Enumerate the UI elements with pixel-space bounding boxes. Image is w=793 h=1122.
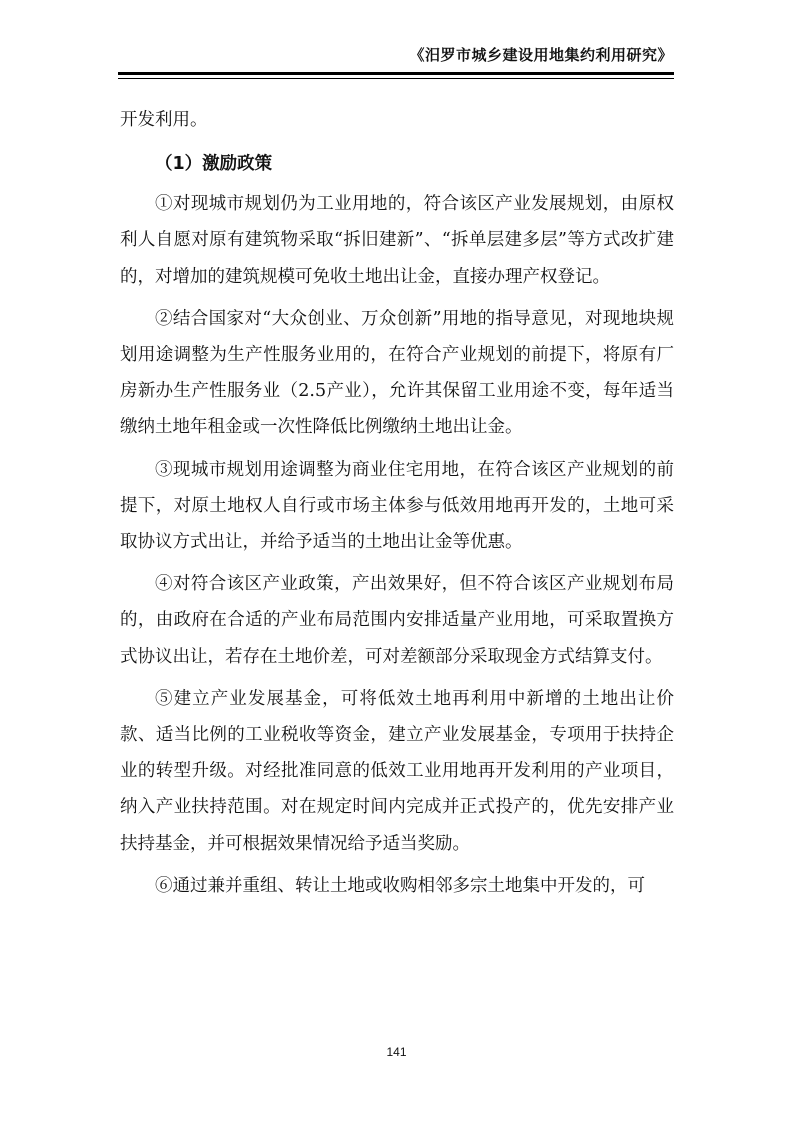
section-heading: （1）激励政策 xyxy=(155,154,273,175)
header-rule-thick xyxy=(118,72,674,75)
paragraph-3: ③现城市规划用途调整为商业住宅用地，在符合该区产业规划的前提下，对原土地权人自行或市场主体参与低效用地再开发的，土地可采取协议方式出让，并给予适当的土地出让金等优惠。 xyxy=(120,459,674,553)
document-body xyxy=(120,102,674,904)
paragraph-5: ⑤建立产业发展基金，可将低效土地再利用中新增的土地出让价款、适当比例的工业税收等资金，建立产业发展基金，专项用于扶持企业的转型升级。对经批准同意的低效工业用地再开发利用的产业项目，纳入产业扶持范围。对在规定时间内完成并正式投产的，优先安排产业扶持基金，并可根据效果情况给予适当奖励。 xyxy=(120,688,674,854)
running-header: 《汨罗市城乡建设用地集约利用研究》 xyxy=(409,46,673,64)
paragraph-1: ①对现城市规划仍为工业用地的，符合该区产业发展规划，由原权利人自愿对原有建筑物采取“拆旧建新”、“拆单层建多层”等方式改扩建的，对增加的建筑规模可免收土地出让金，直接办理产权登记。 xyxy=(120,194,674,287)
intro-line: 开发利用。 xyxy=(120,110,208,130)
paragraph-2: ②结合国家对“大众创业、万众创新”用地的指导意见，对现地块规划用途调整为生产性服务业用的，在符合产业规划的前提下，将原有厂房新办生产性服务业（2.5产业），允许其保留工业用途不变，每年适当缴纳土地年租金或一次性降低比例缴纳土地出让金。 xyxy=(120,308,674,438)
paragraph-4: ④对符合该区产业政策，产出效果好，但不符合该区产业规划布局的，由政府在合适的产业布局范围内安排适量产业用地，可采取置换方式协议出让，若存在土地价差，可对差额部分采取现金方式结算支付。 xyxy=(120,574,674,667)
paragraph-6: ⑥通过兼并重组、转让土地或收购相邻多宗土地集中开发的，可 xyxy=(155,875,645,896)
header-rule-thin xyxy=(118,78,674,79)
page-number: 141 xyxy=(386,1045,407,1059)
